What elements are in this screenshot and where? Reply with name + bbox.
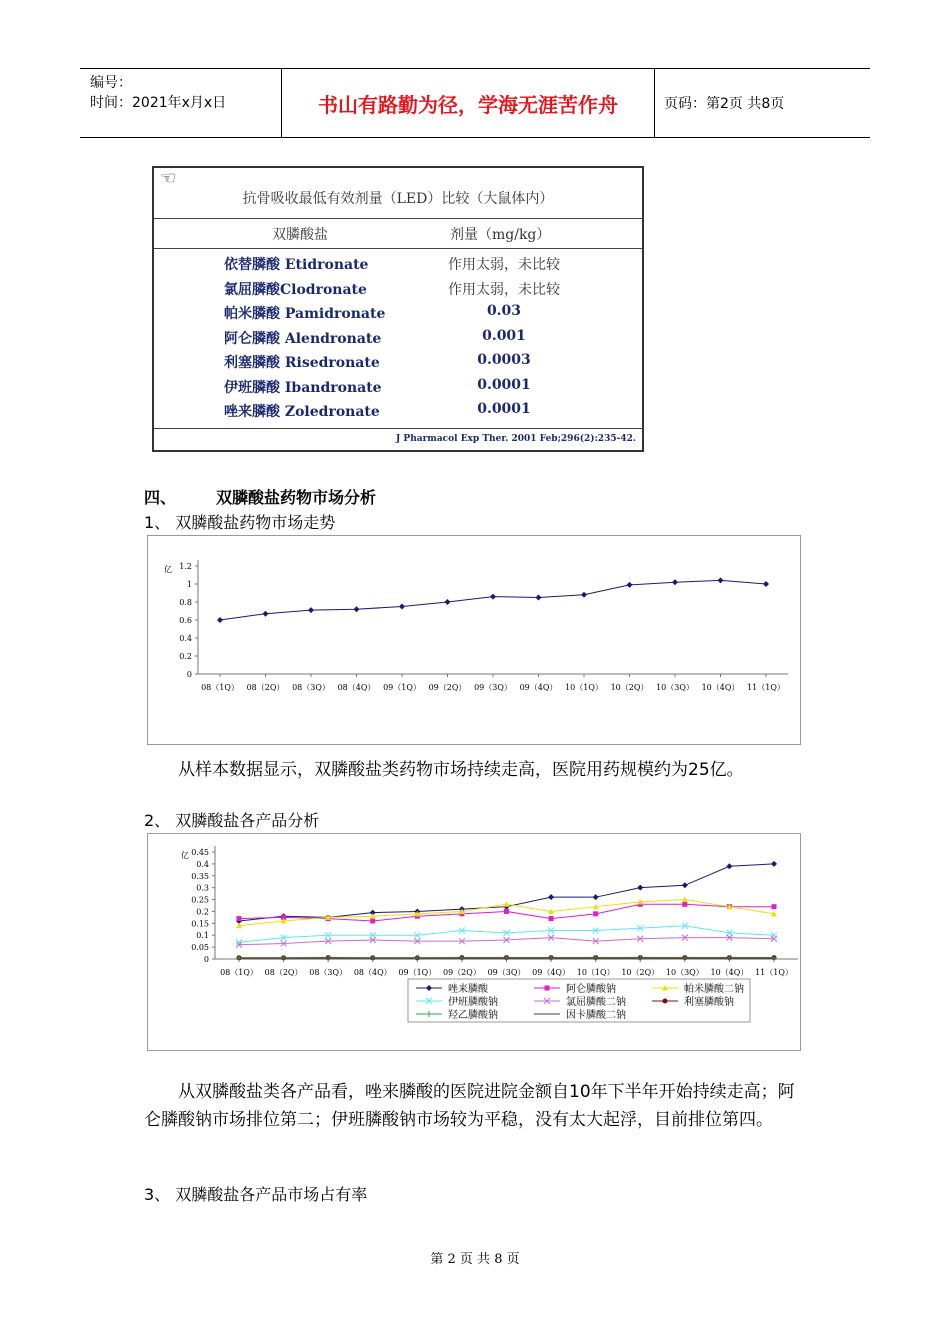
y-axis-label: 亿 (181, 851, 189, 860)
legend-label: 因卡膦酸二钠 (566, 1010, 626, 1021)
data-point (593, 911, 598, 916)
data-point (504, 901, 510, 907)
legend-label: 帕米膦酸二钠 (684, 984, 744, 995)
led-table-title: 抗骨吸收最低有效剂量（LED）比较（大鼠体内） (242, 191, 554, 207)
y-tick-label: 0.4 (196, 859, 209, 869)
subheading-3: 3、 双膦酸盐各产品市场占有率 (144, 1185, 368, 1204)
section-number: 四、 (144, 488, 177, 507)
y-tick-label: 0.45 (191, 848, 209, 857)
x-tick-label: 09（4Q） (519, 683, 558, 692)
led-row-compound: 依替膦酸 Etidronate (224, 257, 369, 273)
x-tick-label: 11（1Q） (755, 968, 793, 977)
document-header (80, 68, 870, 138)
time-label: 时间：2021年x月x日 (90, 95, 227, 111)
data-point (536, 595, 542, 601)
data-point (490, 594, 496, 600)
y-tick-label: 0.15 (191, 919, 209, 929)
x-tick-label: 10（1Q） (576, 968, 615, 977)
led-row-compound: 利塞膦酸 Risedronate (224, 355, 380, 371)
legend-label: 利塞膦酸钠 (684, 997, 734, 1008)
legend-label: 伊班膦酸钠 (448, 997, 498, 1008)
header-motto: 书山有路勤为径，学海无涯苦作舟 (282, 69, 655, 137)
trend-chart-svg (148, 536, 802, 746)
led-row-compound: 伊班膦酸 Ibandronate (224, 379, 382, 396)
series-line (220, 580, 766, 620)
x-tick-label: 10（2Q） (621, 968, 660, 977)
data-point (237, 916, 242, 921)
x-tick-label: 10（4Q） (701, 683, 740, 692)
led-row-dose: 0.0001 (477, 401, 531, 417)
led-row-dose: 作用太弱，未比较 (448, 281, 560, 298)
led-row-dose: 0.03 (486, 303, 522, 319)
data-point (217, 617, 223, 623)
subheading-1: 1、 双膦酸盐药物市场走势 (144, 513, 336, 532)
data-point (637, 885, 643, 891)
x-tick-label: 09（2Q） (428, 683, 467, 692)
x-tick-label: 08（2Q） (264, 968, 303, 977)
x-tick-label: 08（4Q） (353, 968, 392, 977)
data-point (726, 863, 732, 869)
y-tick-label: 0.2 (179, 652, 192, 661)
legend-label: 氯屈膦酸二钠 (566, 997, 626, 1008)
y-tick-label: 0.6 (179, 616, 192, 625)
data-point (682, 882, 688, 888)
x-tick-label: 11（1Q） (747, 683, 785, 692)
x-tick-label: 09（3Q） (487, 968, 526, 977)
x-tick-label: 10（2Q） (610, 683, 649, 692)
legend-label: 阿仑膦酸钠 (566, 984, 616, 995)
x-tick-label: 08（2Q） (246, 683, 285, 692)
legend-label: 唑来膦酸 (448, 984, 488, 995)
led-row-dose: 作用太弱，未比较 (448, 257, 560, 273)
led-col-header-compound: 双膦酸盐 (272, 227, 328, 243)
y-tick-label: 0.4 (179, 634, 192, 643)
led-row-dose: 0.0001 (477, 376, 531, 393)
data-point (308, 607, 314, 613)
data-point (663, 999, 668, 1004)
y-tick-label: 1.2 (179, 562, 192, 571)
data-point (672, 579, 678, 585)
y-tick-label: 0 (186, 670, 192, 679)
data-point (548, 894, 554, 900)
x-tick-label: 09（1Q） (398, 968, 437, 977)
data-point (370, 918, 375, 923)
y-tick-label: 0.8 (179, 598, 192, 607)
led-col-header-dose: 剂量（mg/kg） (450, 227, 551, 243)
x-tick-label: 10（3Q） (656, 683, 694, 692)
y-tick-label: 0.35 (191, 871, 209, 881)
page-footer: 第 2 页 共 8 页 (430, 1252, 520, 1267)
x-tick-label: 10（3Q） (665, 968, 704, 977)
led-row-dose: 0.001 (482, 327, 526, 344)
divider (154, 218, 642, 219)
led-row-compound: 氯屈膦酸Clodronate (224, 281, 367, 298)
x-tick-label: 09（1Q） (383, 683, 421, 692)
y-tick-label: 0.1 (196, 931, 209, 941)
y-tick-label: 0 (203, 955, 209, 964)
led-row-compound: 阿仑膦酸 Alendronate (224, 330, 382, 347)
led-row-compound: 唑来膦酸 Zoledronate (224, 404, 380, 420)
subheading-2: 2、 双膦酸盐各产品分析 (144, 811, 320, 830)
x-tick-label: 09（2Q） (443, 968, 481, 977)
trend-chart (147, 535, 801, 745)
x-tick-label: 09（3Q） (474, 683, 512, 692)
y-tick-label: 0.05 (191, 943, 209, 953)
header-page-label: 页码：第2页 共8页 (664, 96, 785, 112)
data-point (763, 581, 769, 587)
section-heading (144, 485, 376, 508)
x-tick-label: 10（1Q） (565, 683, 603, 692)
product-chart-svg (148, 834, 802, 1052)
data-point (593, 894, 599, 900)
y-axis-label: 亿 (164, 565, 172, 574)
data-point (399, 604, 405, 610)
section-title: 双膦酸盐药物市场分析 (216, 488, 377, 507)
product-chart (147, 833, 801, 1051)
series-line (239, 938, 774, 945)
led-comparison-table (152, 166, 644, 452)
led-row-dose: 0.0003 (477, 352, 531, 368)
divider (154, 248, 642, 249)
data-point (581, 592, 587, 598)
legend-label: 羟乙膦酸钠 (448, 1010, 498, 1021)
pointing-hand-icon: ☜ (160, 168, 177, 189)
divider (154, 428, 642, 429)
y-tick-label: 0.3 (196, 883, 209, 893)
data-point (627, 582, 633, 588)
x-tick-label: 10（4Q） (710, 968, 749, 977)
x-tick-label: 08（4Q） (337, 683, 376, 692)
y-tick-label: 1 (186, 580, 192, 589)
x-tick-label: 08（3Q） (309, 968, 348, 977)
data-point (263, 611, 269, 617)
data-point (549, 916, 554, 921)
x-tick-label: 08（3Q） (292, 683, 330, 692)
paragraph-2: 从双膦酸盐类各产品看，唑来膦酸的医院进院金额自10年下半年开始持续走高；阿仑膦酸钠市场排位第二；伊班膦酸钠市场较为平稳，没有太大起浮，目前排位第四。 (144, 1082, 795, 1130)
data-point (445, 599, 451, 605)
data-point (545, 986, 550, 991)
paragraph-1: 从样本数据显示，双膦酸盐类药物市场持续走高，医院用药规模约为25亿。 (178, 760, 744, 780)
data-point (354, 606, 360, 612)
x-tick-label: 08（1Q） (220, 968, 258, 977)
data-point (771, 861, 777, 867)
data-point (682, 902, 687, 907)
y-tick-label: 0.25 (191, 895, 209, 905)
x-tick-label: 09（4Q） (532, 968, 570, 977)
y-tick-label: 0.2 (196, 907, 209, 917)
number-label: 编号： (90, 75, 132, 91)
led-row-compound: 帕米膦酸 Pamidronate (224, 306, 386, 322)
data-point (772, 904, 777, 909)
data-point (504, 909, 509, 914)
header-meta (80, 69, 282, 137)
data-point (718, 577, 724, 583)
x-tick-label: 08（1Q） (201, 683, 239, 692)
led-reference: J Pharmacol Exp Ther. 2001 Feb;296(2):235-42. (396, 434, 636, 444)
